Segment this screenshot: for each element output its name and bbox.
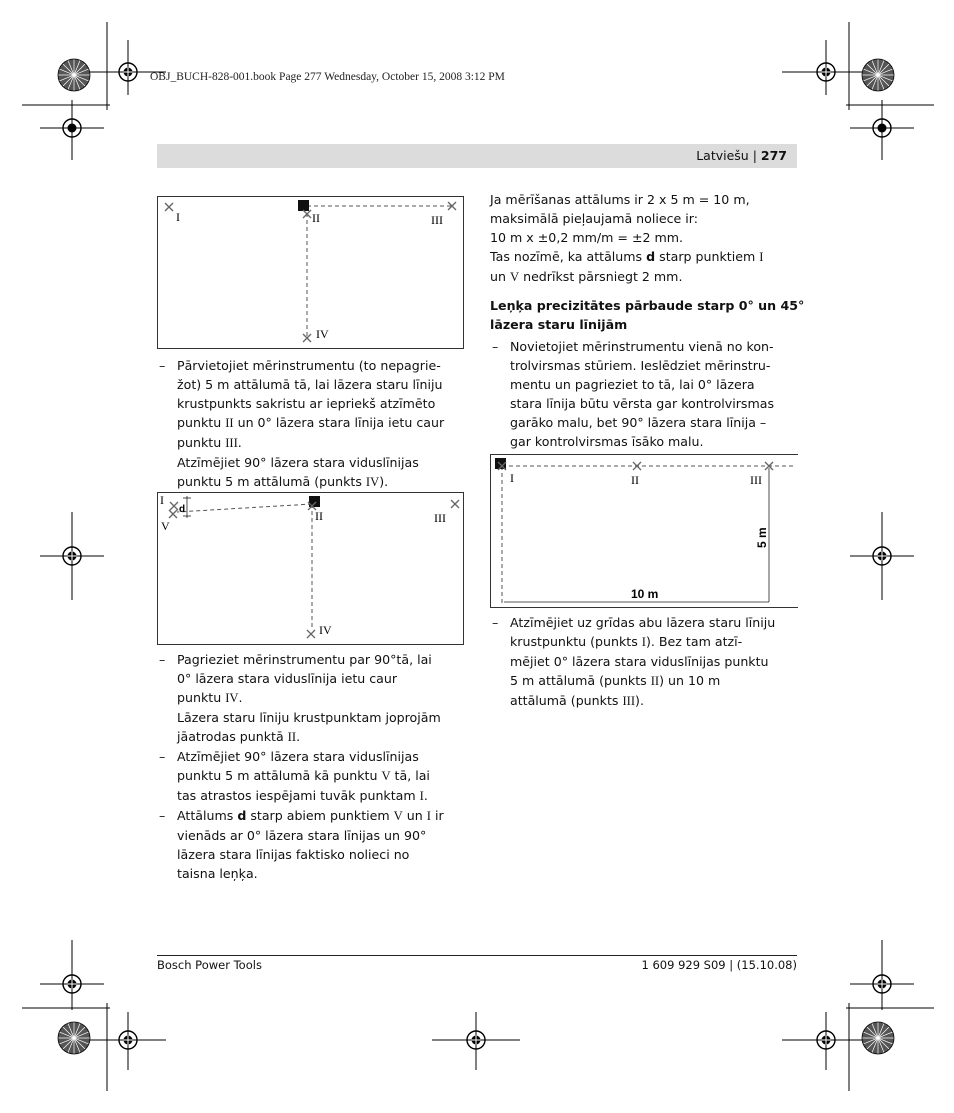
dimension-label-10m: 10 m [631,587,659,601]
list-item: – Pārvietojiet mērinstrumentu (to nepagrie- žot) 5 m attālumā tā, lai lāzera staru līniju krustpunkts sakristu ar iepriekš atzīmēto punktu II un 0° lāzera stara līnija ietu caur punktu III. Atzīmējiet 90° lāzera stara viduslīnijas punktu 5 m attālumā (punkts IV). [159,358,445,489]
instrument-icon [298,200,309,211]
label-II: II [315,509,323,523]
figure-1 [157,196,465,350]
label-I: I [160,493,164,507]
label-III: III [431,213,443,227]
list-item: – Novietojiet mērinstrumentu vienā no kon- trolvirsmas stūriem. Ieslēdziet mērinstru- mentu un pagrieziet to tā, lai 0° lāzera stara līnija būtu vērsta gar kontrolvirsmas garāko malu, bet 90° lāzera stara līnija – gar kontrolvirsmas īsāko malu. [492,339,775,449]
dimension-label-5m: 5 m [755,527,769,548]
label-II: II [631,473,639,487]
page-number: 277 [760,148,787,163]
figure-2-frame [158,493,464,645]
label-IV: IV [319,623,332,637]
footer-rule [157,955,797,956]
figure-1-frame [158,197,464,349]
list-item: – Atzīmējiet 90° lāzera stara viduslīnijas punktu 5 m attālumā kā punktu V tā, lai tas atrastos iespējami tuvāk punktam I. [159,749,430,803]
label-II: II [312,211,320,225]
footer-doc-code: 1 609 929 S09 | (15.10.08) [641,958,797,972]
header-language: Latviešu [696,148,749,163]
right-bullet-1 [490,337,802,451]
label-III: III [750,473,762,487]
page-header [157,144,797,168]
right-intro: Ja mērīšanas attālums ir 2 x 5 m = 10 m, maksimālā pieļaujamā noliece ir: 10 m x ±0,2 mm/m = ±2 mm. Tas nozīmē, ka attālums d starp punktiem I un V nedrīkst pārsniegt 2 mm. [490,192,764,284]
list-item: – Attālums d starp abiem punktiem V un I ir vienāds ar 0° lāzera stara līnijas un 90° lāzera stara līnijas faktisko nolieci no taisna leņķa. [159,808,444,881]
footer-brand: Bosch Power Tools [157,958,262,972]
list-item: – Atzīmējiet uz grīdas abu lāzera staru līniju krustpunktu (punkts I). Bez tam atzī- mējiet 0° lāzera stara viduslīnijas punktu 5 m attālumā (punkts II) un 10 m attālumā (punkts III). [492,615,776,708]
header-separator: | [748,148,761,163]
figure-3 [490,454,798,610]
print-slug: OBJ_BUCH-828-001.book Page 277 Wednesday, October 15, 2008 3:12 PM [150,71,505,83]
section-heading: Leņķa precizitātes pārbaude starp 0° un 45° lāzera staru līnijām [490,298,805,332]
left-bullets-2-4 [157,650,467,883]
label-d: d [179,504,186,515]
label-IV: IV [316,327,329,341]
right-bullet-2 [490,613,802,711]
figure-2 [157,492,465,646]
label-III: III [434,511,446,525]
label-I: I [176,210,180,224]
left-bullet-1 [157,356,467,492]
label-V: V [161,519,170,533]
label-I: I [510,471,514,485]
list-item: – Pagrieziet mērinstrumentu par 90°tā, lai 0° lāzera stara viduslīnija ietu caur punktu IV. Lāzera staru līniju krustpunktam joprojām jāatrodas punktā II. [159,652,441,744]
header-label [696,148,787,163]
